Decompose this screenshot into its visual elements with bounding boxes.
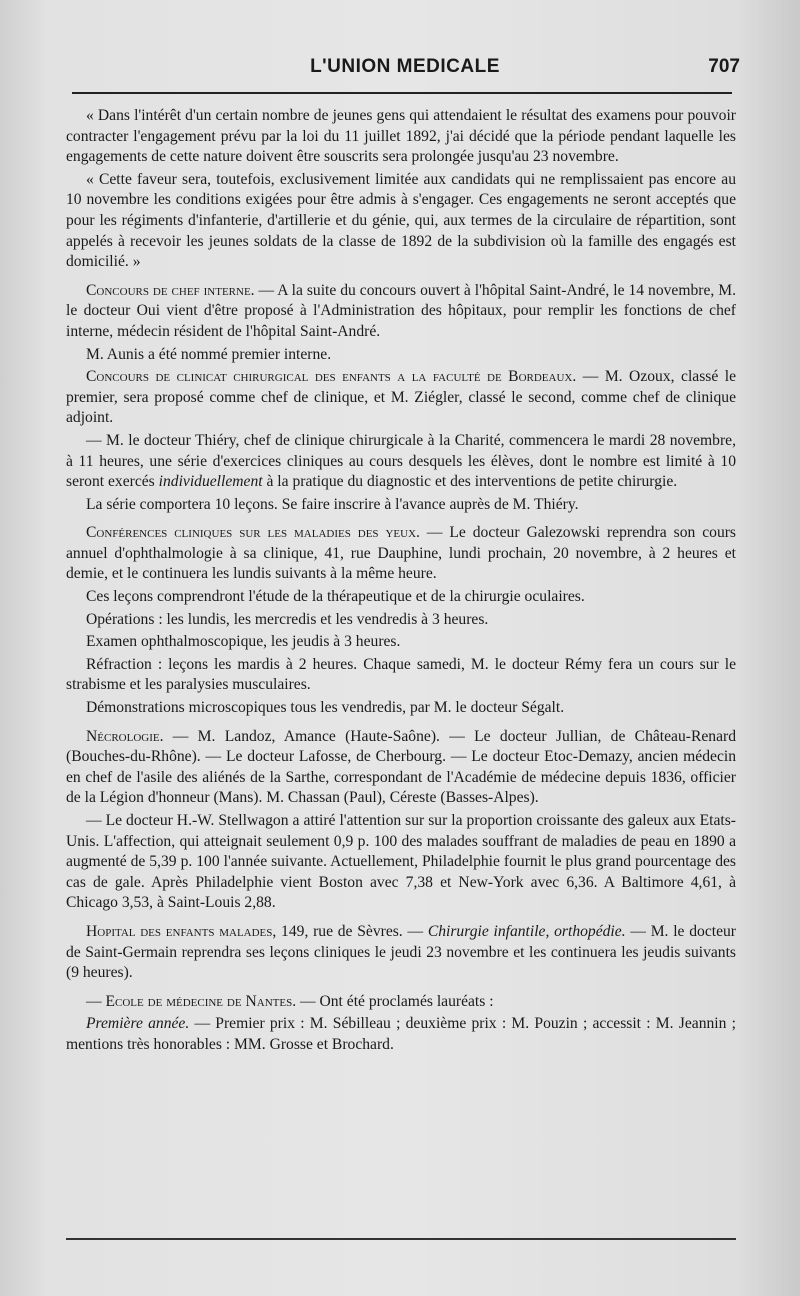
journal-title: L'UNION MEDICALE <box>310 56 500 77</box>
paragraph-text: « Dans l'intérêt d'un certain nombre de jeunes gens qui attendaient le résultat des examens pour pouvoir contracter l'engagement prévu par la loi du 11 juillet 1892, j'ai décidé que la période pendant laquelle les engagements de cette nature doivent être souscrits sera prolongée jusqu'au 23 novembre. <box>66 107 736 166</box>
paragraph-thiery <box>66 431 736 493</box>
page-number: 707 <box>708 56 740 77</box>
paragraph-text: Opérations : les lundis, les mercredis et les vendredis à 3 heures. <box>86 610 489 628</box>
paragraph-text: — M. le docteur Thiéry, chef de clinique chirurgicale à la Charité, commencera le mardi 28 novembre, à 11 heures, une série d'exercices cliniques au cours desquels les élèves, dont le nombre est limité à 10 seront exercés <box>66 431 736 491</box>
paragraph-hopital-enfants <box>66 922 736 984</box>
paragraph-text: « Cette faveur sera, toutefois, exclusivement limitée aux candidats qui ne remplissaient pas encore au 10 novembre les conditions exigées pour être admis à s'engager. Ces engagements ne seront acceptés que pour les régiments d'infanterie, d'artillerie et du génie, qui, aux termes de la circulaire de répartition, sont appelés à recevoir les jeunes soldats de la classe de 1892 de la subdivision où la famille des engagés est domicilié. » <box>66 170 736 271</box>
paragraph-refraction <box>66 655 736 696</box>
paragraph-demonstrations <box>66 698 736 719</box>
paragraph-text: M. Aunis a été nommé premier interne. <box>86 345 332 363</box>
paragraph-text: — Ont été proclamés lauréats : <box>296 992 494 1010</box>
paragraph-text: Démonstrations microscopiques tous les vendredis, par M. le docteur Ségalt. <box>86 699 565 717</box>
paragraph-concours-chef-interne <box>66 281 736 343</box>
section-heading: Conférences cliniques sur les maladies des yeux. <box>86 524 420 542</box>
footer-rule <box>66 1238 736 1240</box>
paragraph-engagements-2 <box>66 170 736 273</box>
emphasis-text: individuellement <box>158 473 263 491</box>
paragraph-serie-lecons <box>66 495 736 516</box>
paragraph-conferences-yeux <box>66 523 736 585</box>
paragraph-text: — M. le docteur de Saint-Germain reprendra ses leçons cliniques le jeudi 23 novembre et les continuera les jeudis suivants (9 heures). <box>66 922 736 982</box>
paragraph-text: Examen ophthalmoscopique, les jeudis à 3 heures. <box>86 633 401 651</box>
paragraph-examen <box>66 632 736 653</box>
paragraph-lecons-therapeutique <box>66 587 736 608</box>
paragraph-text: — M. Ozoux, classé le premier, sera proposé comme chef de clinique, et M. Ziégler, classé le second, comme chef de clinique adjoint. <box>66 368 736 427</box>
section-heading: — Ecole de médecine de Nantes. <box>86 992 297 1010</box>
paragraph-text: — M. Landoz, Amance (Haute-Saône). — Le docteur Jullian, de Château-Renard (Bouches-du-Rhône). — Le docteur Lafosse, de Cherbourg. — Le docteur Etoc-Demazy, ancien médecin en chef de l'asile des aliénés de la Sarthe, correspondant de l'Académie de médecine depuis 1836, officier de la Légion d'honneur (Mans). M. Chassan (Paul), Céreste (Basses-Alpes). <box>66 727 736 807</box>
header-rule <box>72 92 732 94</box>
paragraph-text: 149, rue de Sèvres. — <box>276 922 428 940</box>
emphasis-text: Chirurgie infantile, orthopédie. <box>427 922 626 940</box>
paragraph-text: — Premier prix : M. Sébilleau ; deuxième prix : M. Pouzin ; accessit : M. Jeannin ; mentions très honorables : MM. Grosse et Brochard. <box>66 1015 736 1053</box>
section-heading: Concours de chef interne. <box>86 281 255 299</box>
paragraph-text: à la pratique du diagnostic et des interventions de petite chirurgie. <box>262 473 678 491</box>
paragraph-clinicat-chirurgical <box>66 367 736 429</box>
paragraph-text: — Le docteur H.-W. Stellwagon a attiré l'attention sur sur la proportion croissante des galeux aux Etats-Unis. L'affection, qui atteignait seulement 0,9 p. 100 des malades souffrant de maladies de peau en 1890 a augmenté de 5,39 p. 100 l'année suivante. Actuellement, Philadelphie fournit le plus grand pourcentage des cas de gale. Après Philadelphie vient Boston avec 7,38 et New-York avec 6,36. A Baltimore 4,61, à Chicago 3,53, à Saint-Louis 2,88. <box>66 812 736 912</box>
paragraph-ecole-nantes <box>66 992 736 1013</box>
section-heading: Hopital des enfants malades, <box>86 922 277 940</box>
paragraph-engagements-1 <box>66 106 736 168</box>
emphasis-text: Première année. <box>86 1015 190 1033</box>
running-header <box>70 52 740 86</box>
paragraph-premiere-annee <box>66 1014 736 1055</box>
section-heading: Nécrologie. <box>86 727 164 745</box>
article-body <box>66 106 736 1058</box>
paragraph-text: La série comportera 10 leçons. Se faire inscrire à l'avance auprès de M. Thiéry. <box>86 495 579 513</box>
paragraph-text: — Le docteur Galezowski reprendra son cours annuel d'ophthalmologie à sa clinique, 41, rue Dauphine, lundi prochain, 20 novembre, à 2 heures et demie, et le continuera les lundis suivants à la même heure. <box>66 524 737 583</box>
paragraph-aunis <box>66 345 736 366</box>
paragraph-text: — A la suite du concours ouvert à l'hôpital Saint-André, le 14 novembre, M. le docteur Oui vient d'être proposé à l'Administration des hôpitaux, pour remplir les fonctions de chef interne, médecin résident de l'hôpital Saint-André. <box>66 281 736 340</box>
paragraph-stellwagon <box>66 811 736 914</box>
paragraph-operations <box>66 610 736 631</box>
section-heading: Concours de clinicat chirurgical des enfants a la faculté de Bordeaux. <box>86 368 577 386</box>
paragraph-text: Ces leçons comprendront l'étude de la thérapeutique et de la chirurgie oculaires. <box>86 588 585 606</box>
paragraph-text: Réfraction : leçons les mardis à 2 heures. Chaque samedi, M. le docteur Rémy fera un cours sur le strabisme et les paralysies musculaires. <box>66 655 736 694</box>
paragraph-necrologie <box>66 727 736 809</box>
